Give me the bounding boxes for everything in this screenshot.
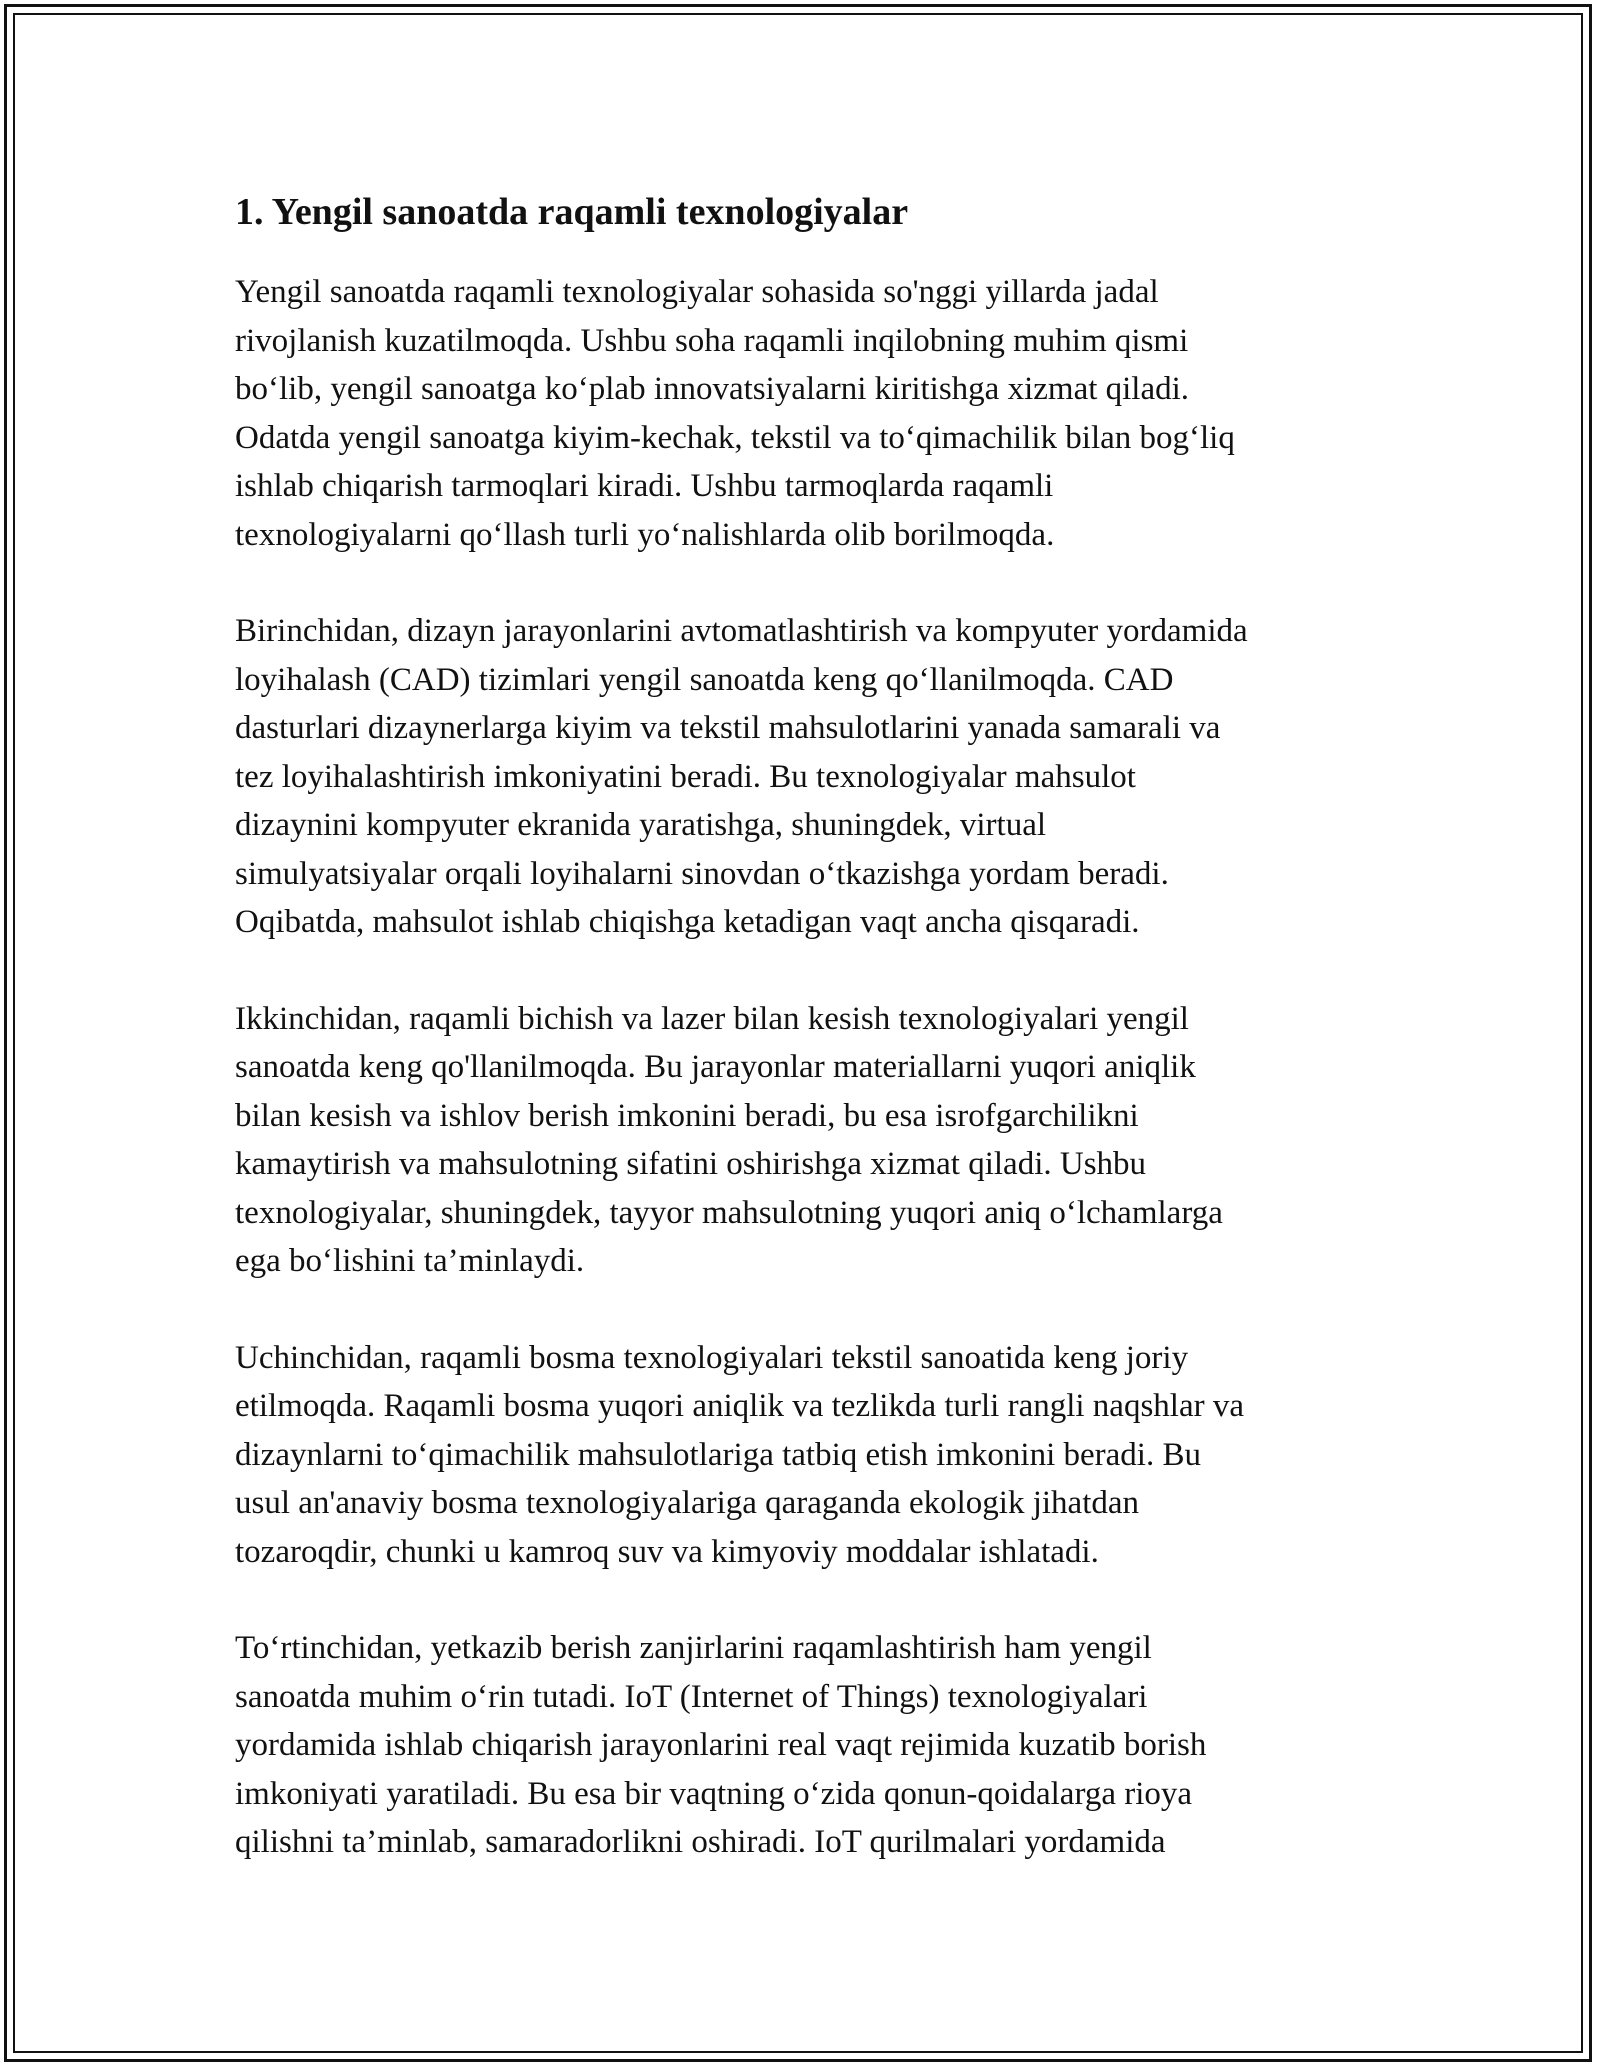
paragraph-third: Uchinchidan, raqamli bosma texnologiyalari tekstil sanoatida keng joriy etilmoqda. Raqamli bosma yuqori aniqlik va tezlikda turli rangli naqshlar va dizaynlarni to‘qimachilik mahsulotlariga tatbiq etish imkonini beradi. Bu usul an'anaviy bosma texnologiyalariga qaraganda ekologik jihatdan tozaroqdir, chunki u kamroq suv va kimyoviy moddalar ishlatadi. bbox=[235, 1339, 1244, 1570]
section-title: 1. Yengil sanoatda raqamli texnologiyalar bbox=[235, 191, 909, 233]
paragraph-fourth: To‘rtinchidan, yetkazib berish zanjirlarini raqamlashtirish ham yengil sanoatda muhim o‘rin tutadi. IoT (Internet of Things) texnologiyalari yordamida ishlab chiqarish jarayonlarini real vaqt rejimida kuzatib borish imkoniyati yaratiladi. Bu esa bir vaqtning o‘zida qonun-qoidalarga rioya qilishni ta’minlab, samaradorlikni oshiradi. IoT qurilmalari yordamida bbox=[235, 1630, 1207, 1860]
paragraph-intro: Yengil sanoatda raqamli texnologiyalar sohasida so'nggi yillarda jadal rivojlanish kuzatilmoqda. Ushbu soha raqamli inqilobning muhim qismi bo‘lib, yengil sanoatga ko‘plab innovatsiyalarni kiritishga xizmat qiladi. Odatda yengil sanoatga kiyim-kechak, tekstil va to‘qimachilik bilan bog‘liq ishlab chiqarish tarmoqlari kiradi. Ushbu tarmoqlarda raqamli texnologiyalarni qo‘llash turli yo‘nalishlarda olib borilmoqda. bbox=[235, 274, 1235, 553]
paragraph-first: Birinchidan, dizayn jarayonlarini avtomatlashtirish va kompyuter yordamida loyihalash (CAD) tizimlari yengil sanoatda keng qo‘llanilmoqda. CAD dasturlari dizaynerlarga kiyim va tekstil mahsulotlarini yanada samarali va tez loyihalashtirish imkoniyatini beradi. Bu texnologiyalar mahsulot dizaynini kompyuter ekranida yaratishga, shuningdek, virtual simulyatsiyalar orqali loyihalarni sinovdan o‘tkazishga yordam beradi. Oqibatda, mahsulot ishlab chiqishga ketadigan vaqt ancha qisqaradi. bbox=[235, 613, 1248, 940]
paragraph-second: Ikkinchidan, raqamli bichish va lazer bilan kesish texnologiyalari yengil sanoatda keng qo'llanilmoqda. Bu jarayonlar materiallarni yuqori aniqlik bilan kesish va ishlov berish imkonini beradi, bu esa isrofgarchilikni kamaytirish va mahsulotning sifatini oshirishga xizmat qiladi. Ushbu texnologiyalar, shuningdek, tayyor mahsulotning yuqori aniq o‘lchamlarga ega bo‘lishini ta’minlaydi. bbox=[235, 1000, 1223, 1279]
document-body bbox=[235, 186, 1365, 1915]
